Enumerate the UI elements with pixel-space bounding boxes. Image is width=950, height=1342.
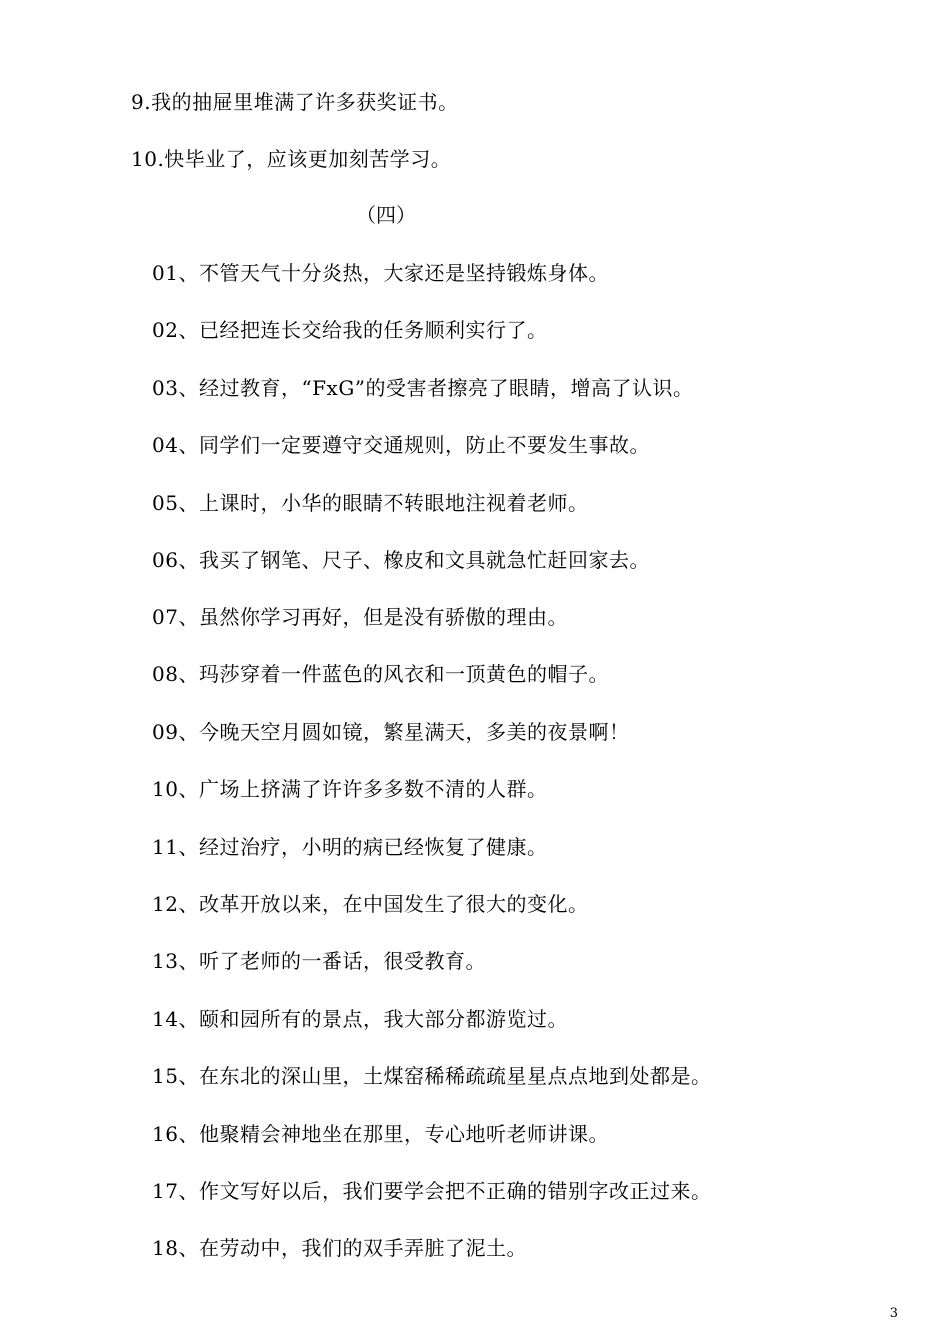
sentence-item-16: 16、他聚精会神地坐在那里，专心地听老师讲课。 [152, 1122, 609, 1146]
sentence-item-04: 04、同学们一定要遵守交通规则，防止不要发生事故。 [152, 433, 650, 457]
previous-item-9: 9.我的抽屉里堆满了许多获奖证书。 [131, 90, 459, 114]
sentence-item-12: 12、改革开放以来，在中国发生了很大的变化。 [152, 892, 589, 916]
sentence-item-08: 08、玛莎穿着一件蓝色的风衣和一顶黄色的帽子。 [152, 662, 609, 686]
sentence-item-18: 18、在劳动中，我们的双手弄脏了泥土。 [152, 1236, 527, 1260]
sentence-item-03: 03、经过教育，“FxG”的受害者擦亮了眼睛，增高了认识。 [152, 376, 694, 400]
page-number: 3 [889, 1306, 898, 1321]
sentence-item-14: 14、颐和园所有的景点，我大部分都游览过。 [152, 1007, 568, 1031]
sentence-item-09: 09、今晚天空月圆如镜，繁星满天，多美的夜景啊！ [152, 720, 630, 744]
sentence-item-17: 17、作文写好以后，我们要学会把不正确的错别字改正过来。 [152, 1179, 712, 1203]
sentence-item-01: 01、不管天气十分炎热，大家还是坚持锻炼身体。 [152, 261, 609, 285]
sentence-item-13: 13、听了老师的一番话，很受教育。 [152, 949, 486, 973]
sentence-item-10: 10、广场上挤满了许许多多数不清的人群。 [152, 777, 548, 801]
sentence-item-02: 02、已经把连长交给我的任务顺利实行了。 [152, 318, 548, 342]
sentence-item-07: 07、虽然你学习再好，但是没有骄傲的理由。 [152, 605, 568, 629]
sentence-item-05: 05、上课时，小华的眼睛不转眼地注视着老师。 [152, 491, 589, 515]
sentence-item-06: 06、我买了钢笔、尺子、橡皮和文具就急忙赶回家去。 [152, 548, 650, 572]
section-title: （四） [356, 203, 416, 227]
sentence-item-15: 15、在东北的深山里，土煤窑稀稀疏疏星星点点地到处都是。 [152, 1064, 712, 1088]
previous-item-10: 10.快毕业了，应该更加刻苦学习。 [131, 147, 452, 171]
sentence-item-11: 11、经过治疗，小明的病已经恢复了健康。 [152, 835, 548, 859]
